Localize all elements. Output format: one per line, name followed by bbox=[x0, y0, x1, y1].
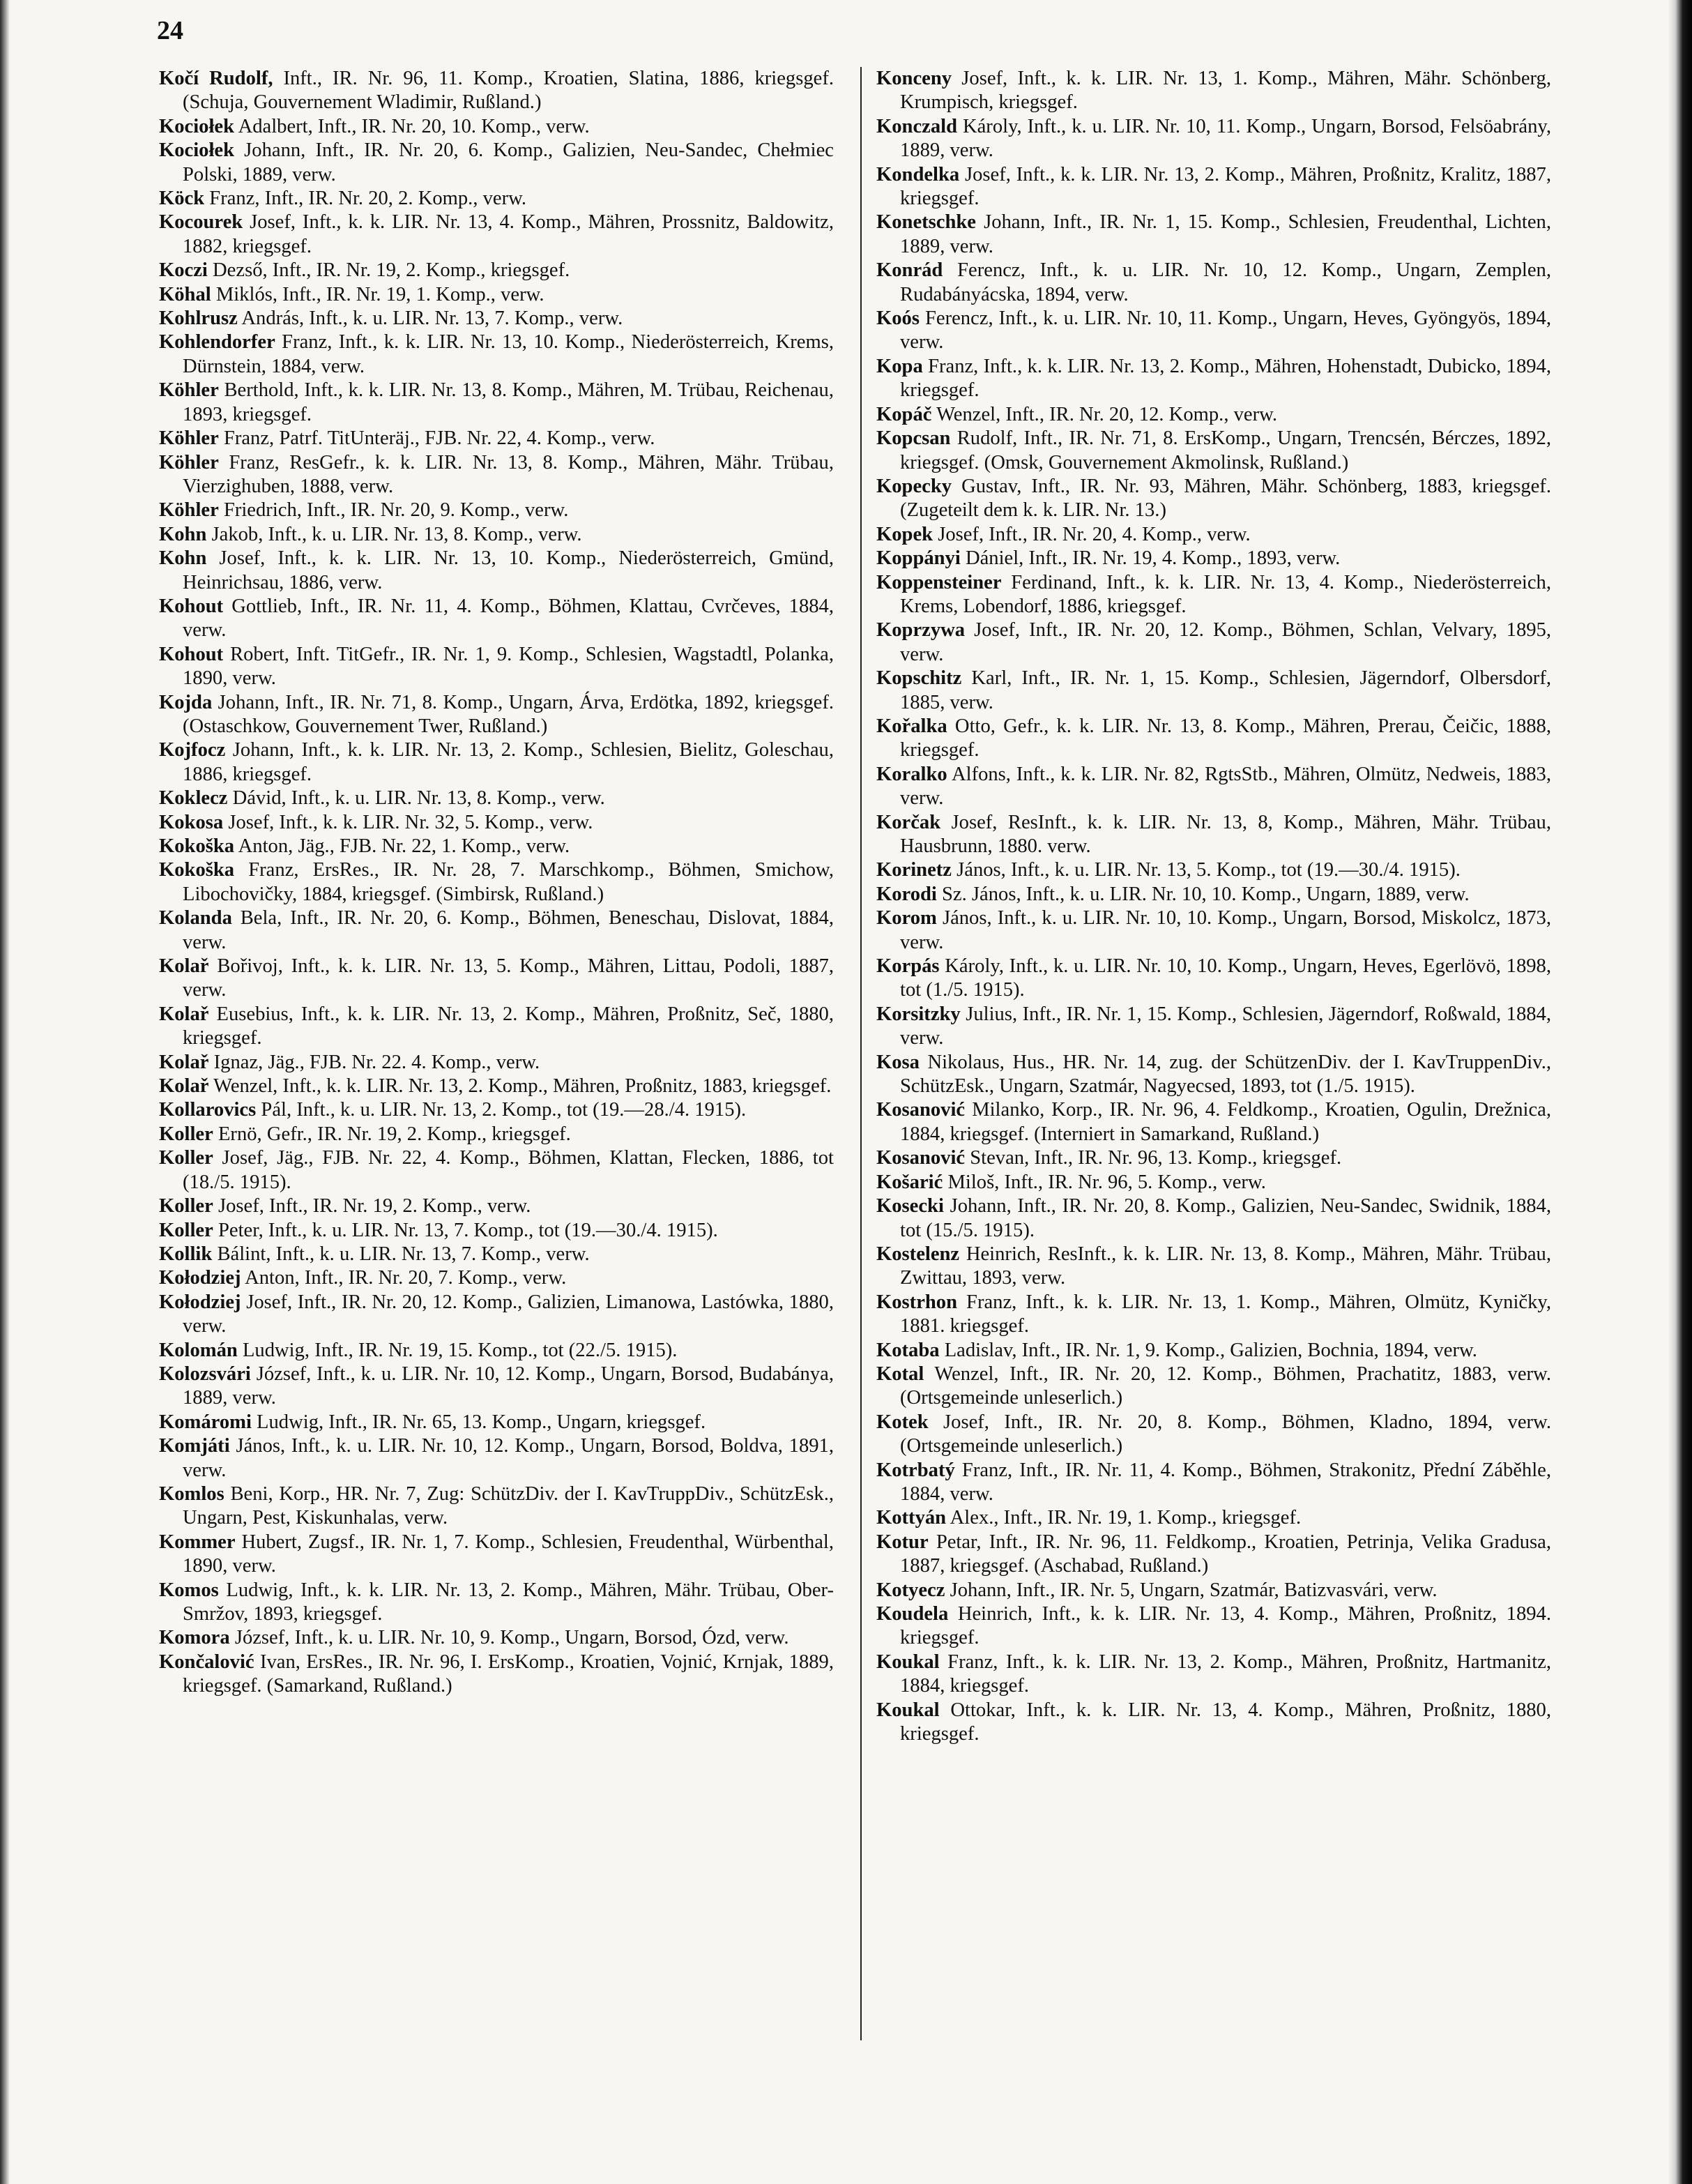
list-item bbox=[159, 67, 834, 115]
list-item bbox=[876, 1602, 1551, 1651]
list-item bbox=[159, 307, 834, 331]
entry-name: Kokosa bbox=[159, 811, 224, 833]
list-item bbox=[159, 499, 834, 522]
list-item bbox=[876, 1363, 1551, 1411]
entry-text: Bálint, Inft., k. u. LIR. Nr. 13, 7. Komp., verw. bbox=[217, 1243, 590, 1265]
entry-name: Kohout bbox=[159, 595, 224, 617]
entry-text: Franz, Inft., k. k. LIR. Nr. 13, 1. Komp., Mähren, Olmütz, Kyničky, 1881. kriegsgef. bbox=[900, 1291, 1551, 1337]
entry-name: Kocourek bbox=[159, 211, 243, 234]
entry-name: Köhler bbox=[159, 451, 219, 473]
entry-name: Kosanović bbox=[876, 1099, 966, 1121]
list-item bbox=[876, 763, 1551, 811]
list-item bbox=[159, 427, 834, 450]
entry-text: Dezső, Inft., IR. Nr. 19, 2. Komp., kriegsgef. bbox=[213, 259, 570, 282]
entry-text: Josef, Inft., IR. Nr. 20, 8. Komp., Böhmen, Kladno, 1894, verw. (Ortsgemeinde unleserlich.) bbox=[900, 1411, 1551, 1457]
list-item bbox=[876, 1243, 1551, 1291]
entry-name: Kollarovics bbox=[159, 1099, 257, 1121]
entry-name: Komlos bbox=[159, 1482, 224, 1505]
list-item bbox=[159, 1266, 834, 1290]
entry-name: Korsitzky bbox=[876, 1003, 961, 1025]
right-column bbox=[876, 67, 1551, 1746]
entry-name: Kopáč bbox=[876, 403, 932, 425]
left-column bbox=[159, 67, 834, 1699]
entry-text: Eusebius, Inft., k. k. LIR. Nr. 13, 2. Komp., Mähren, Proßnitz, Seč, 1880, kriegsgef. bbox=[183, 1003, 834, 1049]
list-item bbox=[876, 1579, 1551, 1602]
entry-name: Kohlendorfer bbox=[159, 331, 275, 354]
list-item bbox=[876, 115, 1551, 163]
entry-name: Kojda bbox=[159, 691, 213, 713]
entry-name: Kondelka bbox=[876, 163, 960, 185]
entry-name: Končalović bbox=[159, 1651, 254, 1673]
entry-name: Köhler bbox=[159, 499, 219, 522]
entry-name: Kolař bbox=[159, 1003, 209, 1025]
list-item bbox=[159, 331, 834, 379]
entry-text: Ferencz, Inft., k. u. LIR. Nr. 10, 12. Komp., Ungarn, Zemplen, Rudabányácska, 1894, verw. bbox=[900, 259, 1551, 305]
list-item bbox=[159, 1243, 834, 1266]
entry-text: Johann, Inft., IR. Nr. 20, 8. Komp., Galizien, Neu-Sandec, Swidnik, 1884, tot (15./5. 1915). bbox=[900, 1195, 1551, 1241]
entry-text: Sz. János, Inft., k. u. LIR. Nr. 10, 10. Komp., Ungarn, 1889, verw. bbox=[942, 883, 1470, 905]
list-item bbox=[159, 738, 834, 787]
entry-name: Koós bbox=[876, 308, 920, 330]
list-item bbox=[876, 427, 1551, 475]
list-item bbox=[159, 1051, 834, 1075]
entry-name: Komos bbox=[159, 1579, 219, 1601]
entry-name: Köck bbox=[159, 188, 205, 210]
entry-name: Koller bbox=[159, 1219, 213, 1241]
entry-text: Gottlieb, Inft., IR. Nr. 11, 4. Komp., Böhmen, Klattau, Cvrčeves, 1884, verw. bbox=[183, 595, 834, 642]
entry-text: Ludwig, Inft., k. k. LIR. Nr. 13, 2. Komp., Mähren, Mähr. Trübau, Ober-Smržov, 1893, kriegsgef. bbox=[183, 1579, 834, 1625]
entry-name: Kosanović bbox=[876, 1147, 966, 1169]
entry-name: Kosecki bbox=[876, 1195, 944, 1218]
list-item bbox=[159, 547, 834, 595]
entry-name: Kopek bbox=[876, 523, 933, 545]
entry-name: Kostelenz bbox=[876, 1243, 960, 1265]
list-item bbox=[876, 67, 1551, 115]
list-item bbox=[876, 1699, 1551, 1747]
list-item bbox=[159, 643, 834, 691]
entry-text: Milanko, Korp., IR. Nr. 96, 4. Feldkomp., Kroatien, Ogulin, Drežnica, 1884, kriegsgef. (Interniert in Samarkand, Rußland.) bbox=[900, 1099, 1551, 1145]
entry-name: Koralko bbox=[876, 763, 947, 785]
entry-text: Franz, Inft., k. k. LIR. Nr. 13, 2. Komp., Mähren, Proßnitz, Hartmanitz, 1884, kriegsgef. bbox=[900, 1651, 1551, 1697]
list-item bbox=[876, 1411, 1551, 1459]
entry-text: Heinrich, Inft., k. k. LIR. Nr. 13, 4. Komp., Mähren, Proßnitz, 1894. kriegsgef. bbox=[900, 1603, 1551, 1649]
entry-name: Koklecz bbox=[159, 787, 228, 810]
list-item bbox=[159, 835, 834, 858]
list-item bbox=[876, 858, 1551, 882]
entry-text: Peter, Inft., k. u. LIR. Nr. 13, 7. Komp., tot (19.—30./4. 1915). bbox=[218, 1219, 718, 1241]
entry-name: Korom bbox=[876, 907, 937, 930]
entry-name: Kotur bbox=[876, 1531, 929, 1553]
entry-text: Alfons, Inft., k. k. LIR. Nr. 82, RgtsStb., Mähren, Olmütz, Nedweis, 1883, verw. bbox=[900, 763, 1552, 810]
entry-text: Franz, Inft., k. k. LIR. Nr. 13, 10. Komp., Niederösterreich, Krems, Dürnstein, 1884, verw. bbox=[183, 331, 834, 377]
entry-name: Korčak bbox=[876, 811, 941, 833]
entry-name: Kohlrusz bbox=[159, 308, 238, 330]
list-item bbox=[876, 1531, 1551, 1579]
list-item bbox=[876, 1051, 1551, 1099]
entry-text: Beni, Korp., HR. Nr. 7, Zug: SchützDiv. der I. KavTruppDiv., SchützEsk., Ungarn, Pest, Kiskunhalas, verw. bbox=[183, 1482, 834, 1529]
list-item bbox=[159, 259, 834, 282]
entry-name: Kolanda bbox=[159, 907, 232, 930]
entry-name: Kokoška bbox=[159, 835, 235, 857]
entry-name: Korinetz bbox=[876, 859, 952, 881]
entry-name: Koczi bbox=[159, 259, 208, 282]
entry-name: Konczald bbox=[876, 115, 957, 137]
list-item bbox=[876, 355, 1551, 403]
entry-name: Kolař bbox=[159, 1075, 209, 1098]
entry-name: Kostrhon bbox=[876, 1291, 957, 1313]
entry-text: Franz, Inft., k. k. LIR. Nr. 13, 2. Komp., Mähren, Hohenstadt, Dubicko, 1894, kriegsgef. bbox=[900, 355, 1551, 402]
entry-text: Károly, Inft., k. u. LIR. Nr. 10, 11. Komp., Ungarn, Borsod, Felsöabrány, 1889, verw. bbox=[900, 115, 1551, 162]
entry-text: Franz, Patrf. TitUnteräj., FJB. Nr. 22, 4. Komp., verw. bbox=[223, 427, 655, 450]
entry-name: Kołodziej bbox=[159, 1267, 241, 1289]
list-item bbox=[876, 715, 1551, 763]
entry-name: Kokoška bbox=[159, 859, 235, 881]
entry-text: János, Inft., k. u. LIR. Nr. 13, 5. Komp., tot (19.—30./4. 1915). bbox=[956, 859, 1461, 881]
list-item bbox=[876, 307, 1551, 355]
list-item bbox=[876, 163, 1551, 211]
entry-name: Kořalka bbox=[876, 715, 947, 737]
list-item bbox=[876, 1459, 1551, 1507]
entry-name: Koller bbox=[159, 1195, 213, 1218]
list-item bbox=[159, 907, 834, 955]
entry-name: Košarić bbox=[876, 1171, 943, 1193]
entry-name: Kotyecz bbox=[876, 1579, 945, 1601]
list-item bbox=[876, 547, 1551, 570]
entry-text: Wenzel, Inft., IR. Nr. 20, 12. Komp., Böhmen, Prachatitz, 1883, verw. (Ortsgemeinde unleserlich.) bbox=[900, 1363, 1551, 1409]
list-item bbox=[159, 115, 834, 139]
list-item bbox=[876, 523, 1551, 547]
list-item bbox=[159, 1003, 834, 1051]
entry-name: Korodi bbox=[876, 883, 937, 905]
entry-name: Kolomán bbox=[159, 1339, 238, 1361]
list-item bbox=[876, 907, 1551, 955]
entry-text: Ladislav, Inft., IR. Nr. 1, 9. Komp., Galizien, Bochnia, 1894, verw. bbox=[944, 1339, 1477, 1361]
entry-text: Gustav, Inft., IR. Nr. 93, Mähren, Mähr. Schönberg, 1883, kriegsgef. (Zugeteilt dem k. k. LIR. Nr. 13.) bbox=[900, 475, 1551, 522]
entry-text: János, Inft., k. u. LIR. Nr. 10, 12. Komp., Ungarn, Borsod, Boldva, 1891, verw. bbox=[183, 1435, 834, 1481]
entry-name: Köhler bbox=[159, 379, 219, 402]
entry-name: Kociołek bbox=[159, 139, 235, 162]
entry-text: Alex., Inft., IR. Nr. 19, 1. Komp., kriegsgef. bbox=[950, 1507, 1302, 1529]
entry-text: Nikolaus, Hus., HR. Nr. 14, zug. der SchützenDiv. der I. KavTruppenDiv., SchützEsk., Ungarn, Szatmár, Nagyecsed, 1893, tot (1./5. 1915). bbox=[900, 1051, 1551, 1098]
list-item bbox=[159, 211, 834, 259]
entry-text: Anton, Jäg., FJB. Nr. 22, 1. Komp., verw. bbox=[238, 835, 570, 857]
entry-name: Kotaba bbox=[876, 1339, 940, 1361]
entry-text: Josef, Inft., IR. Nr. 19, 2. Komp., verw. bbox=[218, 1195, 531, 1218]
entry-text: Josef, Inft., k. k. LIR. Nr. 13, 1. Komp., Mähren, Mähr. Schönberg, Krumpisch, kriegsgef. bbox=[900, 68, 1551, 114]
entry-text: József, Inft., k. u. LIR. Nr. 10, 9. Komp., Ungarn, Borsod, Ózd, verw. bbox=[234, 1627, 789, 1649]
list-item bbox=[159, 811, 834, 835]
list-item bbox=[159, 451, 834, 499]
list-item bbox=[159, 523, 834, 547]
entry-text: Josef, Inft., k. k. LIR. Nr. 13, 10. Komp., Niederösterreich, Gmünd, Heinrichsau, 1886, verw. bbox=[183, 547, 834, 593]
list-item bbox=[876, 403, 1551, 427]
entry-name: Koller bbox=[159, 1147, 213, 1169]
entry-name: Komora bbox=[159, 1627, 230, 1649]
entry-name: Komjáti bbox=[159, 1435, 230, 1457]
entry-text: Miklós, Inft., IR. Nr. 19, 1. Komp., verw. bbox=[215, 283, 544, 305]
entry-text: Dávid, Inft., k. u. LIR. Nr. 13, 8. Komp., verw. bbox=[232, 787, 605, 810]
list-item bbox=[876, 667, 1551, 715]
entry-text: Károly, Inft., k. u. LIR. Nr. 10, 10. Komp., Ungarn, Heves, Egerlövö, 1898, tot (1./5. 1915). bbox=[900, 955, 1551, 1001]
entry-text: Ludwig, Inft., IR. Nr. 65, 13. Komp., Ungarn, kriegsgef. bbox=[257, 1411, 706, 1433]
list-item bbox=[159, 1363, 834, 1411]
entry-text: Julius, Inft., IR. Nr. 1, 15. Komp., Schlesien, Jägerndorf, Roßwald, 1884, verw. bbox=[900, 1003, 1551, 1049]
list-item bbox=[159, 1291, 834, 1339]
entry-text: Josef, Jäg., FJB. Nr. 22, 4. Komp., Böhmen, Klattan, Flecken, 1886, tot (18./5. 1915). bbox=[183, 1147, 834, 1193]
list-item bbox=[159, 1434, 834, 1482]
list-item bbox=[159, 1339, 834, 1363]
entry-text: Ludwig, Inft., IR. Nr. 19, 15. Komp., tot (22./5. 1915). bbox=[242, 1339, 678, 1361]
entry-name: Koller bbox=[159, 1123, 213, 1145]
entry-name: Köhler bbox=[159, 427, 219, 450]
entry-text: Ernö, Gefr., IR. Nr. 19, 2. Komp., kriegsgef. bbox=[218, 1123, 571, 1145]
list-item bbox=[876, 1339, 1551, 1363]
list-item bbox=[159, 787, 834, 810]
list-item bbox=[159, 379, 834, 427]
list-item bbox=[159, 1195, 834, 1218]
list-item bbox=[876, 1098, 1551, 1146]
list-item bbox=[876, 475, 1551, 523]
list-item bbox=[159, 1219, 834, 1243]
entry-name: Kočí Rudolf, bbox=[159, 68, 273, 89]
entry-text: Jakob, Inft., k. u. LIR. Nr. 13, 8. Komp., verw. bbox=[211, 523, 582, 545]
entry-name: Kociołek bbox=[159, 115, 235, 137]
list-item bbox=[159, 1626, 834, 1650]
list-item bbox=[159, 1075, 834, 1098]
list-item bbox=[876, 883, 1551, 907]
entry-name: Kopa bbox=[876, 355, 923, 377]
entry-text: Josef, Inft., IR. Nr. 20, 12. Komp., Böhmen, Schlan, Velvary, 1895, verw. bbox=[900, 619, 1551, 665]
list-item bbox=[876, 811, 1551, 859]
entry-text: Berthold, Inft., k. k. LIR. Nr. 13, 8. Komp., Mähren, M. Trübau, Reichenau, 1893, kriegsgef. bbox=[183, 379, 834, 425]
entry-name: Kohn bbox=[159, 547, 207, 570]
entry-name: Kotrbatý bbox=[876, 1459, 955, 1481]
list-item bbox=[159, 1482, 834, 1531]
entry-text: Dániel, Inft., IR. Nr. 19, 4. Komp., 1893, verw. bbox=[965, 547, 1341, 570]
entry-text: Miloš, Inft., IR. Nr. 96, 5. Komp., verw. bbox=[947, 1171, 1266, 1193]
list-item bbox=[159, 955, 834, 1003]
entry-text: Johann, Inft., IR. Nr. 71, 8. Komp., Ungarn, Árva, Erdötka, 1892, kriegsgef. (Ostaschkow, Gouvernement Twer, Rußland.) bbox=[183, 691, 834, 737]
list-item bbox=[159, 1146, 834, 1195]
entry-name: Kopcsan bbox=[876, 427, 951, 450]
list-item bbox=[876, 1195, 1551, 1243]
entry-text: Franz, ErsRes., IR. Nr. 28, 7. Marschkomp., Böhmen, Smichow, Libochovičky, 1884, kriegsgef. (Simbirsk, Rußland.) bbox=[183, 859, 834, 905]
list-item bbox=[159, 691, 834, 739]
entry-name: Korpás bbox=[876, 955, 940, 978]
entry-name: Koukal bbox=[876, 1699, 940, 1721]
entry-text: Adalbert, Inft., IR. Nr. 20, 10. Komp., verw. bbox=[238, 115, 590, 137]
entry-name: Koukal bbox=[876, 1651, 940, 1673]
entry-text: Franz, Inft., IR. Nr. 11, 4. Komp., Böhmen, Strakonitz, Přední Záběhle, 1884, verw. bbox=[900, 1459, 1552, 1505]
list-item bbox=[876, 571, 1551, 619]
list-item bbox=[159, 1531, 834, 1579]
entry-name: Koppensteiner bbox=[876, 571, 1002, 593]
list-item bbox=[159, 1579, 834, 1627]
entry-name: Kohn bbox=[159, 523, 207, 545]
entry-text: Karl, Inft., IR. Nr. 1, 15. Komp., Schlesien, Jägerndorf, Olbersdorf, 1885, verw. bbox=[900, 667, 1551, 713]
entry-text: Johann, Inft., IR. Nr. 20, 6. Komp., Galizien, Neu-Sandec, Chełmiec Polski, 1889, verw. bbox=[183, 139, 834, 185]
list-item bbox=[876, 259, 1551, 307]
entry-name: Kojfocz bbox=[159, 739, 226, 761]
list-item bbox=[159, 858, 834, 907]
entry-text: Johann, Inft., IR. Nr. 1, 15. Komp., Schlesien, Freudenthal, Lichten, 1889, verw. bbox=[900, 211, 1551, 257]
list-item bbox=[876, 955, 1551, 1003]
entry-text: Johann, Inft., IR. Nr. 5, Ungarn, Szatmár, Batizvasvári, verw. bbox=[950, 1579, 1438, 1601]
column-divider bbox=[860, 67, 862, 2040]
entry-text: Heinrich, ResInft., k. k. LIR. Nr. 13, 8. Komp., Mähren, Mähr. Trübau, Zwittau, 1893, verw. bbox=[900, 1243, 1552, 1289]
entry-name: Kolař bbox=[159, 1051, 209, 1073]
entry-text: Franz, ResGefr., k. k. LIR. Nr. 13, 8. Komp., Mähren, Mähr. Trübau, Vierzighuben, 1888, verw. bbox=[183, 451, 834, 497]
entry-text: Johann, Inft., k. k. LIR. Nr. 13, 2. Komp., Schlesien, Bielitz, Goleschau, 1886, kriegsgef. bbox=[183, 739, 834, 785]
entry-text: Franz, Inft., IR. Nr. 20, 2. Komp., verw. bbox=[209, 188, 527, 210]
entry-text: Josef, Inft., k. k. LIR. Nr. 13, 2. Komp., Mähren, Proßnitz, Kralitz, 1887, kriegsgef. bbox=[900, 163, 1551, 210]
entry-name: Kosa bbox=[876, 1051, 920, 1073]
list-item bbox=[876, 1146, 1551, 1170]
list-item bbox=[159, 187, 834, 211]
entry-text: Hubert, Zugsf., IR. Nr. 1, 7. Komp., Schlesien, Freudenthal, Würbenthal, 1890, verw. bbox=[183, 1531, 834, 1577]
entry-text: Ferencz, Inft., k. u. LIR. Nr. 10, 11. Komp., Ungarn, Heves, Gyöngyös, 1894, verw. bbox=[900, 308, 1552, 354]
entry-name: Kołodziej bbox=[159, 1291, 241, 1313]
entry-text: Bořivoj, Inft., k. k. LIR. Nr. 13, 5. Komp., Mähren, Littau, Podoli, 1887, verw. bbox=[183, 955, 834, 1001]
entry-text: Petar, Inft., IR. Nr. 96, 11. Feldkomp., Kroatien, Petrinja, Velika Gradusa, 1887, kriegsgef. (Aschabad, Rußland.) bbox=[900, 1531, 1551, 1577]
entry-name: Kohout bbox=[159, 643, 224, 665]
list-item bbox=[159, 1098, 834, 1122]
entry-text: Ferdinand, Inft., k. k. LIR. Nr. 13, 4. Komp., Niederösterreich, Krems, Lobendorf, 1886, kriegsgef. bbox=[900, 571, 1551, 617]
entry-name: Koprzywa bbox=[876, 619, 966, 642]
entry-text: András, Inft., k. u. LIR. Nr. 13, 7. Komp., verw. bbox=[241, 308, 623, 330]
list-item bbox=[159, 1123, 834, 1146]
entry-text: Pál, Inft., k. u. LIR. Nr. 13, 2. Komp., tot (19.—28./4. 1915). bbox=[261, 1099, 747, 1121]
entry-text: Bela, Inft., IR. Nr. 20, 6. Komp., Böhmen, Beneschau, Dislovat, 1884, verw. bbox=[183, 907, 834, 953]
entry-text: Robert, Inft. TitGefr., IR. Nr. 1, 9. Komp., Schlesien, Wagstadtl, Polanka, 1890, verw. bbox=[183, 643, 834, 690]
entry-name: Kopecky bbox=[876, 475, 952, 497]
entry-name: Konetschke bbox=[876, 211, 976, 234]
entry-text: Ottokar, Inft., k. k. LIR. Nr. 13, 4. Komp., Mähren, Proßnitz, 1880, kriegsgef. bbox=[900, 1699, 1552, 1745]
entry-name: Komáromi bbox=[159, 1411, 252, 1433]
entry-text: János, Inft., k. u. LIR. Nr. 10, 10. Komp., Ungarn, Borsod, Miskolcz, 1873, verw. bbox=[900, 907, 1551, 953]
entry-name: Kotal bbox=[876, 1363, 924, 1385]
list-item bbox=[876, 1291, 1551, 1339]
entry-name: Koppányi bbox=[876, 547, 961, 570]
list-item bbox=[159, 139, 834, 187]
entry-text: Josef, Inft., k. k. LIR. Nr. 32, 5. Komp., verw. bbox=[228, 811, 593, 833]
scan-shadow-left bbox=[0, 0, 10, 2184]
entry-text: Josef, Inft., k. k. LIR. Nr. 13, 4. Komp., Mähren, Prossnitz, Baldowitz, 1882, kriegsgef. bbox=[183, 211, 834, 257]
entry-name: Kopschitz bbox=[876, 667, 962, 690]
list-item bbox=[876, 1003, 1551, 1051]
list-item bbox=[876, 619, 1551, 667]
entry-text: Wenzel, Inft., k. k. LIR. Nr. 13, 2. Komp., Mähren, Proßnitz, 1883, kriegsgef. bbox=[213, 1075, 832, 1098]
entry-name: Kottyán bbox=[876, 1507, 947, 1529]
entry-name: Kotek bbox=[876, 1411, 929, 1433]
list-item bbox=[159, 283, 834, 307]
list-item bbox=[159, 595, 834, 643]
entry-text: Ignaz, Jäg., FJB. Nr. 22. 4. Komp., verw. bbox=[213, 1051, 540, 1073]
entry-name: Kollik bbox=[159, 1243, 213, 1265]
list-item bbox=[876, 1171, 1551, 1195]
entry-name: Kolař bbox=[159, 955, 209, 978]
entry-text: Otto, Gefr., k. k. LIR. Nr. 13, 8. Komp., Mähren, Prerau, Čeičic, 1888, kriegsgef. bbox=[900, 715, 1552, 761]
entry-name: Köhal bbox=[159, 283, 211, 305]
scan-shadow-right bbox=[1668, 0, 1692, 2184]
entry-name: Kolozsvári bbox=[159, 1363, 251, 1385]
entry-name: Koudela bbox=[876, 1603, 949, 1625]
entry-text: Josef, Inft., IR. Nr. 20, 12. Komp., Galizien, Limanowa, Lastówka, 1880, verw. bbox=[183, 1291, 834, 1337]
entry-name: Konrád bbox=[876, 259, 943, 282]
entry-text: Wenzel, Inft., IR. Nr. 20, 12. Komp., verw. bbox=[936, 403, 1278, 425]
list-item bbox=[159, 1411, 834, 1434]
page-number: 24 bbox=[157, 16, 183, 45]
entry-text: József, Inft., k. u. LIR. Nr. 10, 12. Komp., Ungarn, Borsod, Budabánya, 1889, verw. bbox=[183, 1363, 834, 1409]
entry-text: Rudolf, Inft., IR. Nr. 71, 8. ErsKomp., Ungarn, Trencsén, Bérczes, 1892, kriegsgef. (Omsk, Gouvernement Akmolinsk, Rußland.) bbox=[900, 427, 1551, 473]
entry-text: Josef, Inft., IR. Nr. 20, 4. Komp., verw. bbox=[938, 523, 1251, 545]
list-item bbox=[876, 1651, 1551, 1699]
list-item bbox=[876, 211, 1551, 259]
list-item bbox=[876, 1506, 1551, 1530]
entry-text: Anton, Inft., IR. Nr. 20, 7. Komp., verw. bbox=[245, 1267, 567, 1289]
entry-text: Josef, ResInft., k. k. LIR. Nr. 13, 8, Komp., Mähren, Mähr. Trübau, Hausbrunn, 1880. verw. bbox=[900, 811, 1551, 857]
entry-name: Kommer bbox=[159, 1531, 236, 1553]
entry-text: Stevan, Inft., IR. Nr. 96, 13. Komp., kriegsgef. bbox=[970, 1147, 1342, 1169]
entry-text: Friedrich, Inft., IR. Nr. 20, 9. Komp., verw. bbox=[223, 499, 569, 522]
entry-name: Konceny bbox=[876, 68, 952, 89]
entry-text: Ivan, ErsRes., IR. Nr. 96, I. ErsKomp., Kroatien, Vojnić, Krnjak, 1889, kriegsgef. (Samarkand, Rußland.) bbox=[183, 1651, 834, 1697]
list-item bbox=[159, 1651, 834, 1699]
entry-text: Inft., IR. Nr. 96, 11. Komp., Kroatien, Slatina, 1886, kriegsgef. (Schuja, Gouvernement Wladimir, Rußland.) bbox=[183, 68, 834, 114]
